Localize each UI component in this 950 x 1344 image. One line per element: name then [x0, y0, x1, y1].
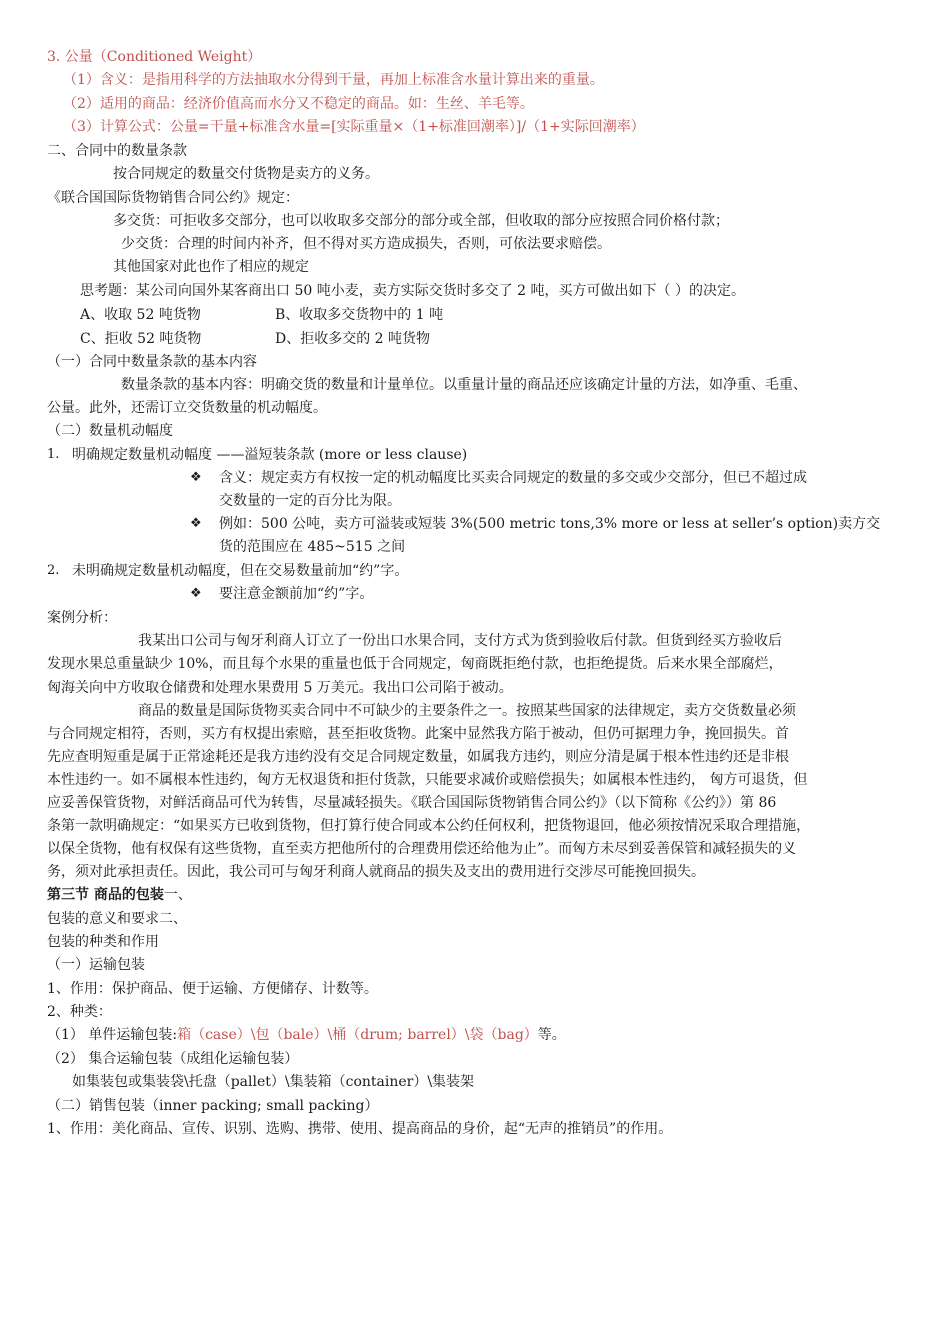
numbered-item-2-number: 2.: [47, 563, 60, 578]
chapter-section-title-tail: 一、: [163, 887, 192, 903]
case-line-b6: 条第一款明确规定：“如果买方已收到货物，但打算行使合同或本公约任何权利，把货物退回，他必须按情况采取合理措施，: [47, 818, 811, 834]
bullet-diamond-icon: ❖: [190, 586, 202, 601]
subsection-1-title: （一）合同中数量条款的基本内容: [47, 354, 257, 370]
section-2-title: 二、合同中的数量条款: [47, 143, 187, 159]
section-3-formula: （3）计算公式：公量=干量+标准含水量=[实际重量×（1+标准回潮率）]/（1+实际回潮率）: [63, 119, 645, 135]
option-b: B、收取多交货物中的 1 吨: [275, 307, 444, 323]
case-line-b4: 本性违约一。如不属根本性违约，匈方无权退货和拒付货款，只能要求减价或赔偿损失；如属根本性违约， 匈方可退货，但: [47, 772, 808, 788]
bullet-3-line-1: 要注意金额前加“约”字。: [219, 586, 374, 602]
section-2-over-delivery: 多交货：可拒收多交部分，也可以收取多交部分的部分或全部，但收取的部分应按照合同价格付款；: [113, 213, 729, 229]
think-question: 思考题：某公司向国外某客商出口 50 吨小麦，卖方实际交货时多交了 2 吨，买方可做出如下（ ）的决定。: [80, 283, 745, 299]
subsection-1-line-1: 数量条款的基本内容：明确交货的数量和计量单位。以重量计量的商品还应该确定计量的方法，如净重、毛重、: [121, 377, 807, 393]
transport-packaging-title: （一）运输包装: [47, 957, 145, 973]
transport-packaging-use: 1、作用：保护商品、便于运输、方便储存、计数等。: [47, 981, 378, 997]
option-c: C、拒收 52 吨货物: [80, 331, 202, 347]
section-3-definition: （1）含义：是指用科学的方法抽取水分得到干量，再加上标准含水量计算出来的重量。: [63, 72, 604, 88]
subsection-1-line-2: 公量。此外，还需订立交货数量的机动幅度。: [47, 400, 327, 416]
bullet-diamond-icon: ❖: [190, 470, 202, 485]
case-line-b8: 务，须对此承担责任。因此，我公司可与匈牙利商人就商品的损失及支出的费用进行交涉尽可能挽回损失。: [47, 864, 705, 880]
collective-transport-packaging: （2） 集合运输包装（成组化运输包装）: [47, 1051, 299, 1067]
bullet-2-line-2: 货的范围应在 485~515 之间: [219, 539, 406, 555]
case-line-a3: 匈海关向中方收取仓储费和处理水果费用 5 万美元。我出口公司陷于被动。: [47, 680, 513, 696]
option-d: D、拒收多交的 2 吨货物: [275, 331, 431, 347]
case-line-b1: 商品的数量是国际货物买卖合同中不可缺少的主要条件之一。按照某些国家的法律规定，卖方交货数量必须: [138, 703, 796, 719]
section-3-packaging-heading: [47, 885, 192, 905]
section-2-line-1: 按合同规定的数量交付货物是卖方的义务。: [113, 166, 379, 182]
subsection-2-title: （二）数量机动幅度: [47, 423, 173, 439]
section-3-title: 3. 公量（Conditioned Weight）: [47, 49, 262, 65]
single-transport-packaging: [47, 1025, 566, 1045]
transport-packaging-kinds: 2、种类：: [47, 1004, 112, 1020]
numbered-item-1-number: 1.: [47, 447, 60, 462]
option-a: A、收取 52 吨货物: [80, 307, 201, 323]
case-line-a2: 发现水果总重量缺少 10%，而且每个水果的重量也低于合同规定，匈商既拒绝付款，也拒绝提货。后来水果全部腐烂，: [47, 656, 783, 672]
bullet-diamond-icon: ❖: [190, 516, 202, 531]
case-analysis-title: 案例分析：: [47, 610, 117, 626]
case-line-b2: 与合同规定相符，否则，买方有权提出索赔，甚至拒收货物。此案中显然我方陷于被动，但仍可据理力争，挽回损失。首: [47, 726, 789, 742]
sales-packaging-title: （二）销售包装（inner packing; small packing）: [47, 1098, 379, 1114]
collective-transport-detail: 如集装包或集装袋\托盘（pallet）\集装箱（container）\集装架: [72, 1074, 475, 1090]
bullet-2-line-1: 例如：500 公吨，卖方可溢装或短装 3%(500 metric tons,3% more or less at seller’s option)卖方交: [219, 516, 881, 532]
numbered-item-2-text: 未明确规定数量机动幅度，但在交易数量前加“约”字。: [72, 563, 409, 579]
bullet-1-line-1: 含义：规定卖方有权按一定的机动幅度比买卖合同规定的数量的多交或少交部分，但已不超过成: [219, 470, 807, 486]
sales-packaging-use: 1、作用：美化商品、宣传、识别、选购、携带、使用、提高商品的身价，起“无声的推销员”的作用。: [47, 1121, 673, 1137]
section-2-line-2: 《联合国国际货物销售合同公约》规定：: [47, 190, 299, 206]
single-transport-packaging-types: 箱（case）\包（bale）\桶（drum; barrel）\袋（bag）: [177, 1027, 538, 1043]
packaging-line-2: 包装的意义和要求二、: [47, 911, 187, 927]
case-line-b5: 应妥善保管货物，对鲜活商品可代为转售，尽量减轻损失。《联合国国际货物销售合同公约》（以下简称《公约》）第 86: [47, 795, 777, 811]
section-3-applicable: （2）适用的商品：经济价值高而水分又不稳定的商品。如：生丝、羊毛等。: [63, 96, 534, 112]
packaging-line-3: 包装的种类和作用: [47, 934, 159, 950]
case-line-b7: 以保全货物，他有权保有这些货物，直至卖方把他所付的合理费用偿还给他为止”。而匈方未尽到妥善保管和减轻损失的义: [47, 841, 797, 857]
case-line-a1: 我某出口公司与匈牙利商人订立了一份出口水果合同，支付方式为货到验收后付款。但货到经买方验收后: [138, 633, 782, 649]
chapter-section-title: 第三节 商品的包装: [47, 887, 164, 903]
single-transport-packaging-label: （1） 单件运输包装:: [47, 1027, 178, 1043]
numbered-item-1-text: 明确规定数量机动幅度 ——溢短装条款 (more or less clause): [72, 447, 468, 463]
section-2-other-countries: 其他国家对此也作了相应的规定: [113, 259, 309, 275]
section-2-short-delivery: 少交货：合理的时间内补齐，但不得对买方造成损失，否则，可依法要求赔偿。: [121, 236, 611, 252]
bullet-1-line-2: 交数量的一定的百分比为限。: [219, 493, 401, 509]
case-line-b3: 先应查明短重是属于正常途耗还是我方违约没有交足合同规定数量，如属我方违约，则应分清是属于根本性违约还是非根: [47, 749, 789, 765]
single-transport-packaging-tail: 等。: [537, 1027, 566, 1043]
